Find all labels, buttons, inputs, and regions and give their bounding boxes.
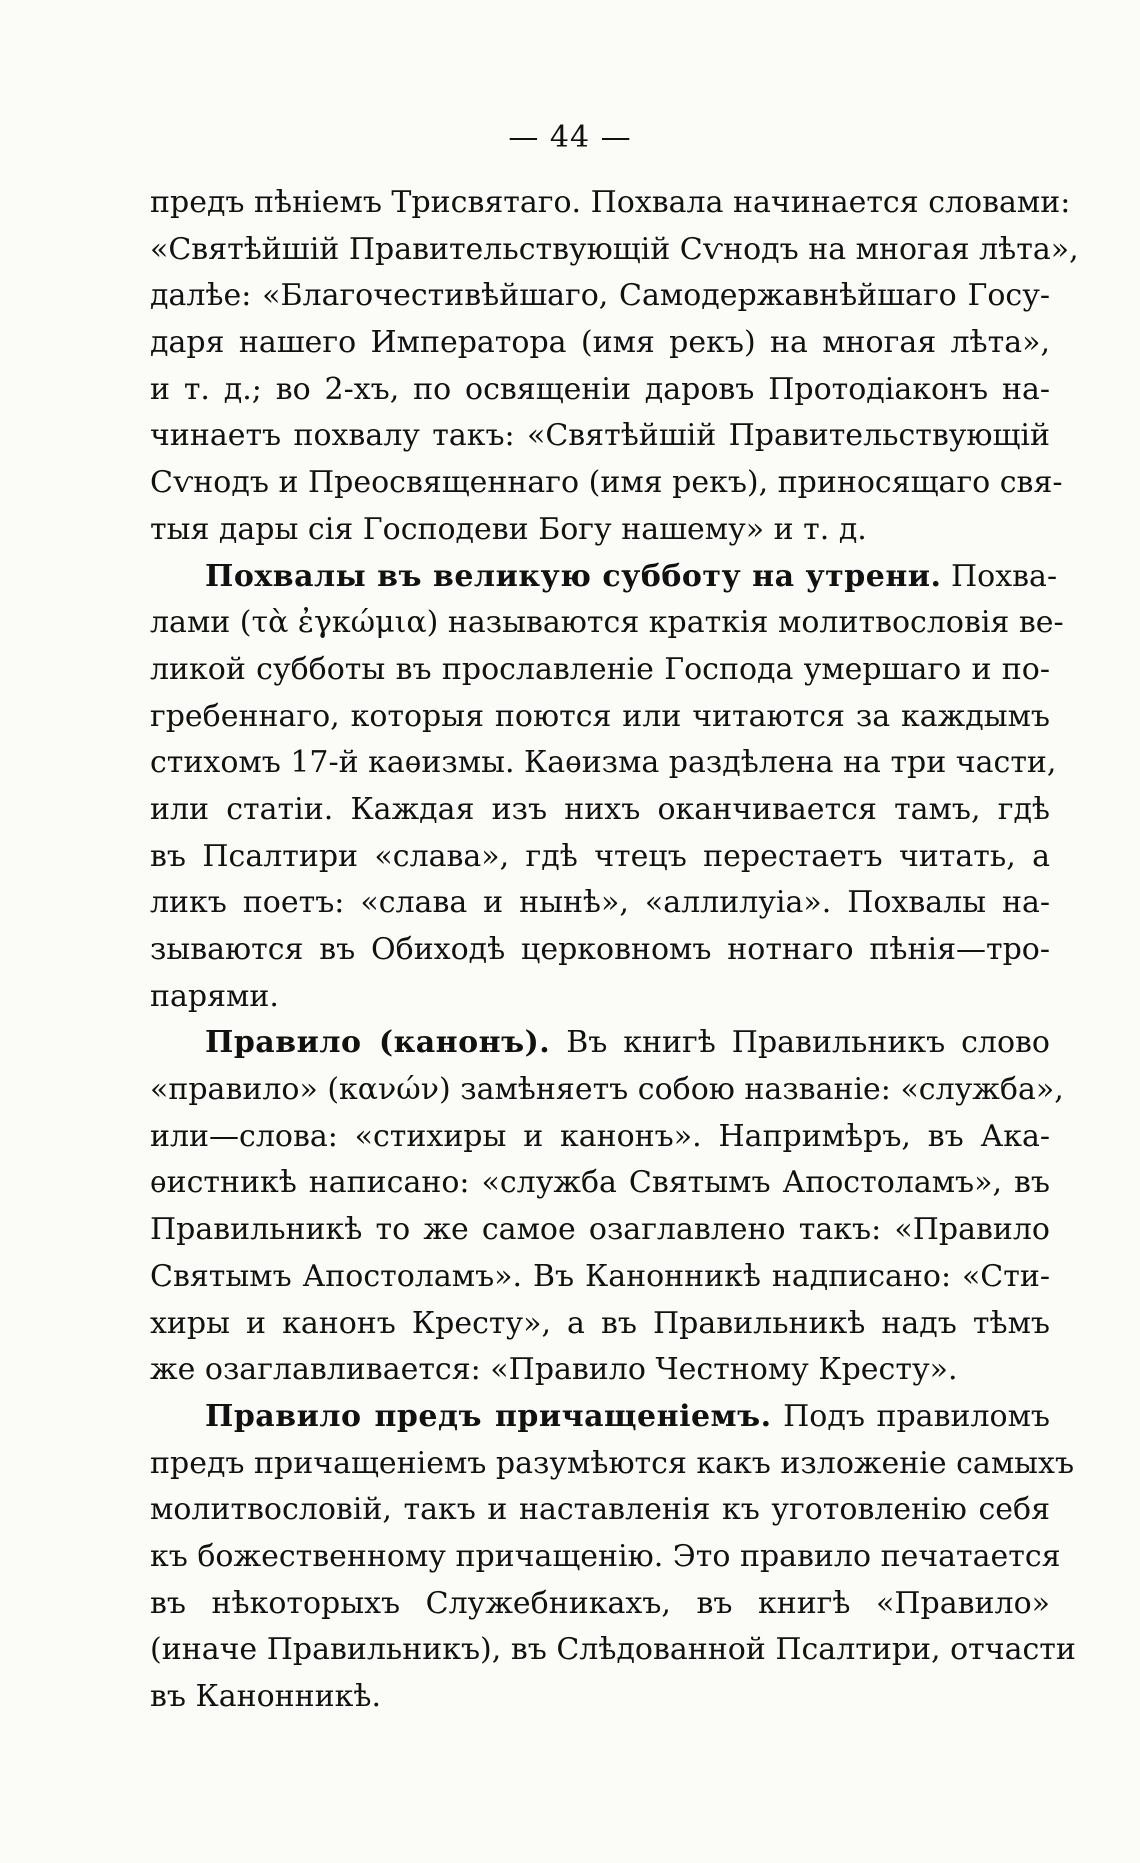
line-text: или—слова: «стихиры и канонъ». Напримѣръ, въ Ака- bbox=[150, 1118, 1050, 1154]
line-text: Похва- bbox=[941, 558, 1058, 594]
line-text: даря нашего Императора (имя рекъ) на многая лѣта», bbox=[150, 325, 1050, 361]
text-line bbox=[150, 740, 1057, 787]
line-text: предъ пѣніемъ Трисвятаго. Похвала начинается словами: bbox=[150, 185, 1071, 220]
text-line bbox=[150, 1254, 1050, 1301]
line-text: и т. д.; во 2-хъ, по освященіи даровъ Протодіаконъ на- bbox=[150, 371, 1050, 407]
line-text: «правило» (κανών) замѣняетъ собою названіе: «служба», bbox=[150, 1072, 1064, 1108]
section-heading: Похвалы въ великую субботу на утрени. bbox=[205, 558, 942, 594]
text-line bbox=[150, 1534, 1061, 1581]
text-line bbox=[150, 1207, 1050, 1254]
text-line bbox=[150, 927, 1050, 974]
line-text: въ Псалтири «слава», гдѣ чтецъ перестаетъ читать, а bbox=[150, 838, 1050, 874]
text-line bbox=[150, 787, 1050, 834]
line-text: гребеннаго, которыя поются или читаются за каждымъ bbox=[150, 698, 1050, 734]
text-line bbox=[150, 1160, 1050, 1207]
text-line bbox=[150, 460, 1063, 507]
text-line bbox=[150, 413, 1050, 460]
text-line bbox=[150, 1347, 1050, 1394]
text-line bbox=[150, 367, 1050, 414]
line-text: чинаетъ похвалу такъ: «Святѣйшій Правительствующій bbox=[150, 418, 1050, 454]
line-text: въ нѣкоторыхъ Служебникахъ, въ книгѣ «Правило» bbox=[150, 1585, 1050, 1621]
section-heading: Правило (канонъ). bbox=[205, 1025, 551, 1061]
text-line bbox=[150, 694, 1050, 741]
text-line bbox=[150, 320, 1050, 367]
line-text: зываются въ Обиходѣ церковномъ нотнаго пѣнія—тро- bbox=[150, 932, 1050, 967]
paragraph bbox=[150, 1020, 1064, 1394]
text-line bbox=[150, 1674, 1050, 1721]
text-block bbox=[150, 180, 1079, 1721]
line-text: Правильникѣ то же самое озаглавлено такъ: «Правило bbox=[150, 1212, 1050, 1248]
text-line bbox=[150, 1301, 1050, 1348]
text-line bbox=[150, 273, 1050, 320]
line-text: ликъ поетъ: «слава и нынѣ», «аллилуіа». Похвалы на- bbox=[150, 885, 1050, 921]
line-text: хиры и канонъ Кресту», а въ Правильникѣ надъ тѣмъ bbox=[150, 1305, 1050, 1341]
line-text: далѣе: «Благочестивѣйшаго, Самодержавнѣйшаго Госу- bbox=[150, 278, 1050, 314]
page-number: — 44 — bbox=[508, 120, 632, 155]
line-text: стихомъ 17-й каѳизмы. Каѳизма раздѣлена на три части, bbox=[150, 745, 1057, 781]
text-line bbox=[150, 974, 1050, 1021]
text-line bbox=[150, 1067, 1064, 1114]
line-text: Въ книгѣ Правильникъ слово bbox=[550, 1025, 1050, 1061]
paragraph bbox=[150, 180, 1079, 554]
text-line bbox=[150, 180, 1071, 227]
line-text: парями. bbox=[150, 978, 279, 1014]
line-text: къ божественному причащенію. Это правило печатается bbox=[150, 1538, 1061, 1574]
text-line bbox=[150, 880, 1050, 927]
line-text: Святымъ Апостоламъ». Въ Канонникѣ надписано: «Сти- bbox=[150, 1258, 1050, 1294]
text-line bbox=[150, 1627, 1076, 1674]
text-line bbox=[150, 1394, 1050, 1441]
line-text: или статіи. Каждая изъ нихъ оканчивается тамъ, гдѣ bbox=[150, 791, 1050, 827]
line-text: же озаглавливается: «Правило Честному Кресту». bbox=[150, 1352, 958, 1388]
line-text: молитвословій, такъ и наставленія къ уготовленію себя bbox=[150, 1492, 1050, 1528]
line-text: Подъ правиломъ bbox=[771, 1398, 1050, 1434]
text-line bbox=[150, 1114, 1050, 1161]
line-text: Сѵнодъ и Преосвященнаго (имя рекъ), приносящаго свя- bbox=[150, 465, 1063, 501]
text-line bbox=[150, 600, 1064, 647]
text-line bbox=[150, 1581, 1050, 1628]
text-line bbox=[150, 834, 1050, 881]
line-text: (иначе Правильникъ), въ Слѣдованной Псалтири, отчасти bbox=[150, 1632, 1076, 1668]
text-line bbox=[150, 1020, 1050, 1067]
paragraph bbox=[150, 554, 1064, 1021]
text-line bbox=[150, 507, 1050, 554]
text-line bbox=[150, 554, 1058, 601]
line-text: «Святѣйшій Правительствующій Сѵнодъ на многая лѣта», bbox=[150, 231, 1079, 267]
line-text: въ Канонникѣ. bbox=[150, 1679, 382, 1714]
text-line bbox=[150, 647, 1050, 694]
paragraph bbox=[150, 1394, 1076, 1721]
line-text: предъ причащеніемъ разумѣются какъ изложеніе самыхъ bbox=[150, 1445, 1075, 1481]
line-text: тыя дары сія Господеви Богу нашему» и т. д. bbox=[150, 511, 867, 547]
text-line bbox=[150, 1487, 1050, 1534]
text-line bbox=[150, 1441, 1075, 1488]
line-text: ликой субботы въ прославленіе Господа умершаго и по- bbox=[150, 651, 1050, 687]
section-heading: Правило предъ причащеніемъ. bbox=[205, 1398, 772, 1434]
line-text: ѳистникѣ написано: «служба Святымъ Апостоламъ», въ bbox=[150, 1165, 1050, 1201]
text-line bbox=[150, 227, 1079, 274]
line-text: лами (τὰ ἐγκώμια) называются краткія молитвословія ве- bbox=[150, 605, 1064, 641]
